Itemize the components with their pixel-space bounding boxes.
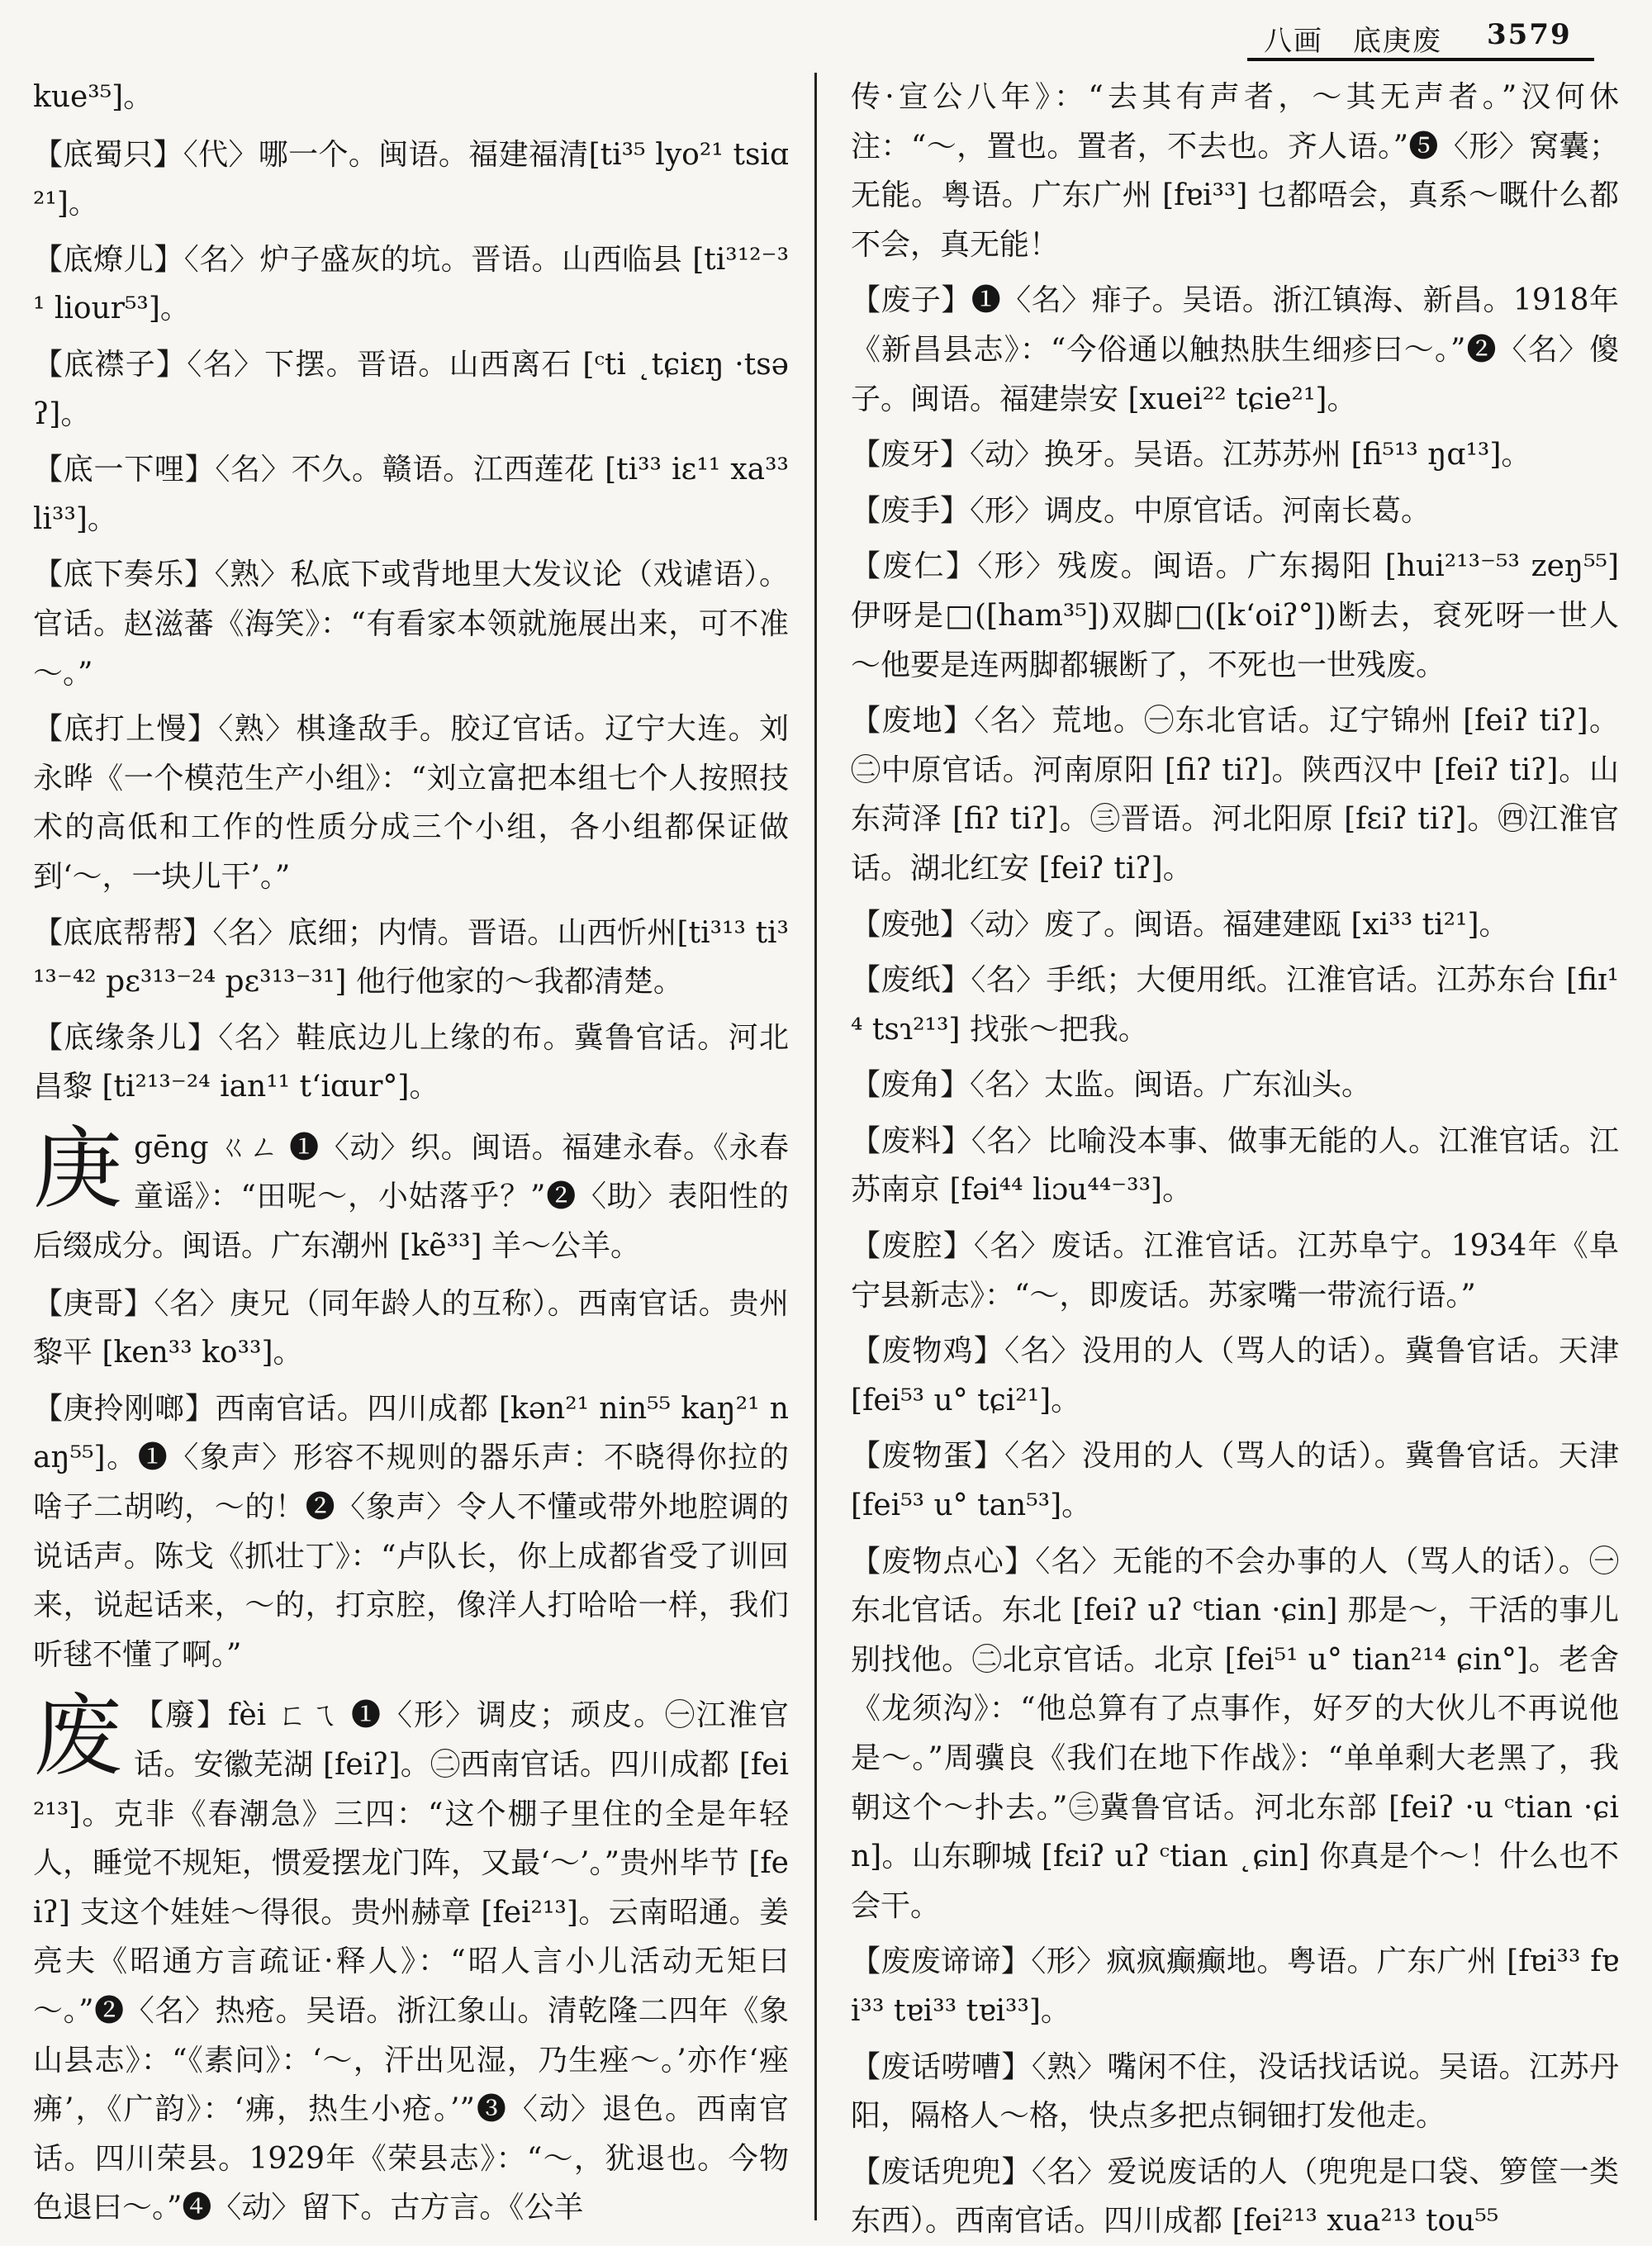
entry-diyuantiaoer: 【底缘条儿】〈名〉鞋底边儿上缘的布。冀鲁官话。河北昌黎 [ti²¹³⁻²⁴ ian¹¹ tʻiɑur°]。 [33, 1020, 789, 1104]
entry-feihualaocao: 【废话唠嘈】〈熟〉嘴闲不住，没话找话说。吴语。江苏丹阳，隔格人～格，快点多把点铜钿打发他走。 [851, 2049, 1619, 2134]
entry-feiya: 【废牙】〈动〉换牙。吴语。江苏苏州 [fi⁵¹³ ŋɑ¹³]。 [851, 438, 1531, 472]
headword-geng: 庚 [33, 1117, 123, 1221]
entry-feiliao: 【废料】〈名〉比喻没本事、做事无能的人。江淮官话。江苏南京 [fəi⁴⁴ liɔu⁴⁴⁻³³]。 [851, 1123, 1619, 1208]
entry-feidi: 【废地】〈名〉荒地。㊀东北官话。辽宁锦州 [feiʔ tiʔ]。㊁中原官话。河南原阳 [fiʔ tiʔ]。陕西汉中 [feiʔ tiʔ]。山东菏泽 [fiʔ tiʔ]。㊂晋语。河北阳原 [fɛiʔ tiʔ]。㊃江淮官话。湖北红安 [feiʔ tiʔ]。 [851, 704, 1619, 886]
entry-continuation: kue³⁵]。 [33, 80, 154, 114]
entry-feifeidi: 【废废谛谛】〈形〉疯疯癫癫地。粤语。广东广州 [fɐi³³ fɐi³³ tɐi³³ tɐi³³]。 [851, 1944, 1619, 2028]
entry-dijinzi: 【底襟子】〈名〉下摆。晋语。山西离石 [ᶜti ˛tɕiɛŋ ·tsəʔ]。 [33, 347, 789, 431]
entry-fei: 【廢】fèi ㄈㄟ ❶〈形〉调皮；顽皮。㊀江淮官话。安徽芜湖 [feiʔ]。㊁西南官话。四川成都 [fei²¹³]。克非《春潮急》三四：“这个棚子里住的全是年轻人，睡觉不规矩，惯爱摆龙门阵，又最‘～’。”贵州毕节 [feiʔ] 支这个娃娃～得很。贵州赫章 [fei²¹³]。云南昭通。姜亮夫《昭通方言疏证·释人》：“昭人言小儿活动无矩曰～。”❷〈名〉热疮。吴语。浙江象山。清乾隆二四年《象山县志》：“《素问》：‘～，汗出见湿，乃生痤～。’亦作‘痤疿’，《广韵》：‘疿，热生小疮。’”❸〈动〉退色。西南官话。四川荣县。1929年《荣县志》：“～，犹退也。今物色退曰～。”❹〈动〉留下。古方言。《公羊 [33, 1698, 789, 2225]
entry-dididibangbang: 【底底帮帮】〈名〉底细；内情。晋语。山西忻州[ti³¹³ ti³¹³⁻⁴² pɛ³¹³⁻²⁴ pɛ³¹³⁻³¹] 他行他家的～我都清楚。 [33, 915, 789, 1000]
column-divider [814, 73, 817, 2220]
entry-feizhi: 【废纸】〈名〉手纸；大便用纸。江淮官话。江苏东台 [fiɪ¹⁴ tsɿ²¹³] 找张～把我。 [851, 963, 1619, 1047]
entry-feiren: 【废仁】〈形〉残废。闽语。广东揭阳 [hui²¹³⁻⁵³ zeŋ⁵⁵] 伊呀是□([ham³⁵])双脚□([kʻoiʔ°])断去，袞死呀一世人～他要是连两脚都辗断了，不死也一世残废。 [851, 549, 1619, 682]
entry-genglinggangnang: 【庚拎刚啷】西南官话。四川成都 [kən²¹ nin⁵⁵ kaŋ²¹ naŋ⁵⁵]。❶〈象声〉形容不规则的器乐声：不晓得你拉的啥子二胡哟，～的！❷〈象声〉令人不懂或带外地腔调的说话声。陈戈《抓壮丁》：“卢队长，你上成都省受了训回来，说起话来，～的，打京腔，像洋人打哈哈一样，我们听毬不懂了啊。” [33, 1391, 789, 1672]
headword-fei-block [33, 1685, 789, 2233]
entry-diyixiali: 【底一下哩】〈名〉不久。赣语。江西莲花 [ti³³ iɛ¹¹ xa³³ li³³]。 [33, 453, 789, 536]
entry-feiwudan: 【废物蛋】〈名〉没用的人（骂人的话）。冀鲁官话。天津 [fei⁵³ u° tan⁵³]。 [851, 1439, 1619, 1523]
entry-diliaoer: 【底燎儿】〈名〉炉子盛灰的坑。晋语。山西临县 [ti³¹²⁻³¹ liour⁵³]。 [33, 242, 789, 326]
header-rule [1247, 58, 1594, 61]
entry-feichi: 【废弛】〈动〉废了。闽语。福建建瓯 [xi³³ ti²¹]。 [851, 907, 1509, 942]
entry-feizi: 【废子】❶〈名〉痱子。吴语。浙江镇海、新昌。1918年《新昌县志》：“今俗通以触热肤生细疹曰～。”❷〈名〉傻子。闽语。福建崇安 [xuei²² tɕie²¹]。 [851, 283, 1619, 416]
entry-dishuzhi: 【底蜀只】〈代〉哪一个。闽语。福建福清[ti³⁵ lyo²¹ tsiɑ²¹]。 [33, 137, 789, 221]
entry-feishou: 【废手】〈形〉调皮。中原官话。河南长葛。 [851, 493, 1431, 528]
page-header [0, 0, 1652, 66]
entry-geng: gēng ㄍㄥ ❶〈动〉织。闽语。福建永春。《永春童谣》：“田呢～，小姑落乎？”❷〈助〉表阳性的后缀成分。闽语。广东潮州 [kẽ³³] 羊～公羊。 [33, 1130, 789, 1264]
headword-geng-block [33, 1117, 789, 1271]
entry-feihuadoudou: 【废话兜兜】〈名〉爱说废话的人（兜兜是口袋、箩筐一类东西）。西南官话。四川成都 [fei²¹³ xua²¹³ tou⁵⁵ [851, 2154, 1619, 2239]
left-column [33, 73, 789, 2225]
page-number: 3579 [1487, 18, 1572, 51]
running-head: 八画 底庚废 [1264, 25, 1442, 58]
entry-fei-continuation: 传·宣公八年》：“去其有声者，～其无声者。”汉何休注：“～，置也。置者，不去也。齐人语。”❺〈形〉窝囊；无能。粤语。广东广州 [fɐi³³] 乜都唔会，真系～嘅什么都不会，真无能！ [851, 80, 1619, 262]
entry-feiqiang: 【废腔】〈名〉废话。江淮官话。江苏阜宁。1934年《阜宁县新志》：“～，即废话。苏家嘴一带流行语。” [851, 1229, 1619, 1313]
entry-gengge: 【庚哥】〈名〉庚兄（同年龄人的互称）。西南官话。贵州黎平 [ken³³ ko³³]。 [33, 1286, 789, 1370]
entry-dixiazouyue: 【底下奏乐】〈熟〉私底下或背地里大发议论（戏谑语）。官话。赵滋蕃《海笑》：“有看家本领就施展出来，可不准～。” [33, 558, 789, 691]
entry-feijiao: 【废角】〈名〉太监。闽语。广东汕头。 [851, 1068, 1372, 1103]
entry-feiwuji: 【废物鸡】〈名〉没用的人（骂人的话）。冀鲁官话。天津 [fei⁵³ u° tɕi²¹]。 [851, 1334, 1619, 1417]
entry-feiwudianxin: 【废物点心】〈名〉无能的不会办事的人（骂人的话）。㊀东北官话。东北 [feiʔ uʔ ᶜtian ·ɕin] 那是～，干活的事儿别找他。㊁北京官话。北京 [fei⁵¹ u° tian²¹⁴ ɕin°]。老舍《龙须沟》：“他总算有了点事作，好歹的大伙儿不再说他是～。”周骥良《我们在地下作战》：“单单剩大老黑了，我朝这个～扑去。”㊂冀鲁官话。河北东部 [feiʔ ·u ᶜtian ·ɕin]。山东聊城 [fɛiʔ uʔ ᶜtian ˛ɕin] 你真是个～！什么也不会干。 [851, 1544, 1619, 1923]
entry-didashangman: 【底打上慢】〈熟〉棋逢敌手。胶辽官话。辽宁大连。刘永晔《一个模范生产小组》：“刘立富把本组七个人按照技术的高低和工作的性质分成三个小组，各小组都保证做到‘～，一块儿干’。” [33, 712, 789, 894]
right-column [851, 73, 1619, 2239]
headword-fei: 废 [33, 1685, 123, 1789]
